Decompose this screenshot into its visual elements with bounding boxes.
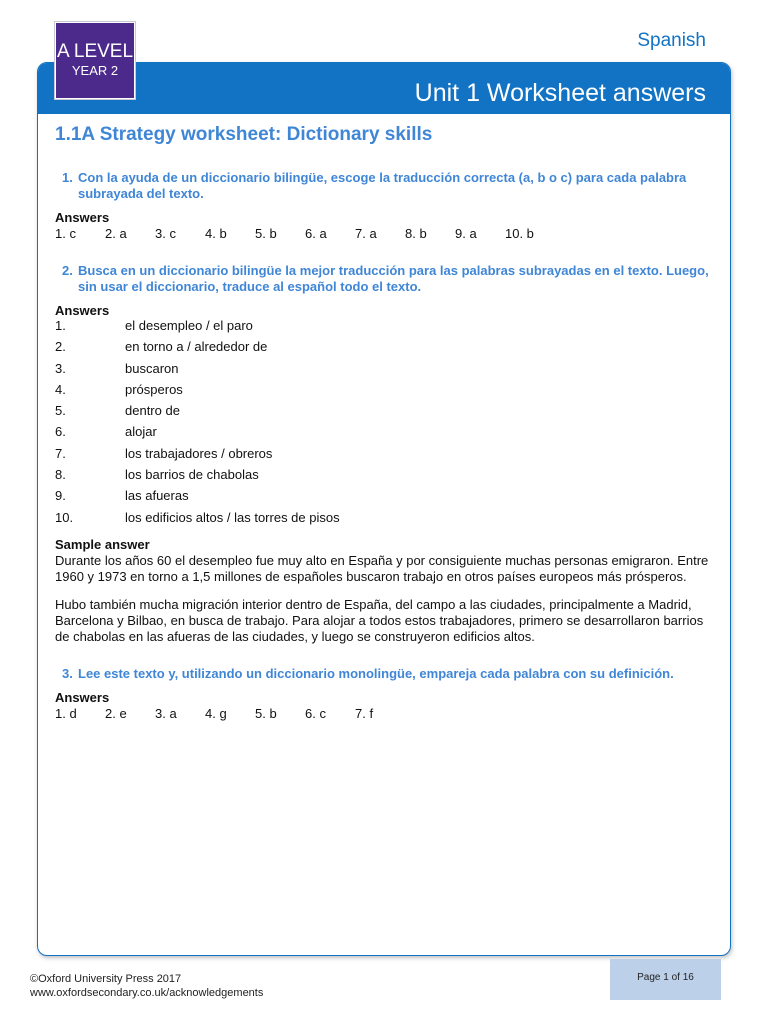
list-item-text: las afueras [125, 488, 189, 504]
q3-answer: 6. c [305, 706, 326, 721]
q1-answer: 5. b [255, 226, 277, 241]
sample-answer-paragraph-1: Durante los años 60 el desempleo fue muy alto en España y por consiguiente muchas personas emigraron. Entre 1960 y 1973 en torno a 1,5 millones de españoles buscaron trabajo en otros países europeos más prósperos. [55, 553, 709, 584]
copyright-text: ©Oxford University Press 2017 [30, 973, 182, 985]
a-level-logo [55, 22, 135, 99]
list-item-text: los barrios de chabolas [125, 467, 259, 483]
list-item-text: alojar [125, 424, 157, 440]
list-item-number: 10. [55, 509, 74, 525]
question-2 [62, 263, 712, 295]
q1-answer: 4. b [205, 226, 227, 241]
logo-line-1: A LEVEL [56, 41, 134, 62]
page-number-box [610, 959, 721, 1000]
title-banner [38, 63, 730, 114]
banner-title: Unit 1 Worksheet answers [414, 79, 706, 107]
q1-answers-label: Answers [55, 210, 110, 225]
list-item-number: 3. [55, 360, 66, 376]
q2-answers-label: Answers [55, 303, 110, 318]
q3-answer: 4. g [205, 706, 227, 721]
q1-answer: 1. c [55, 226, 76, 241]
list-item-number: 4. [55, 381, 66, 397]
list-item-number: 8. [55, 467, 66, 483]
list-item-text: en torno a / alrededor de [125, 339, 268, 355]
question-3-text: Lee este texto y, utilizando un diccionario monolingüe, empareja cada palabra con su definición. [78, 666, 674, 681]
list-item-number: 9. [55, 488, 66, 504]
sample-answer-label: Sample answer [55, 537, 150, 552]
question-3 [62, 666, 712, 682]
list-item-text: prósperos [125, 381, 183, 397]
q1-answers-row [55, 226, 555, 242]
list-item-text: dentro de [125, 403, 180, 419]
question-3-number: 3. [62, 666, 73, 681]
acknowledgements-url: www.oxfordsecondary.co.uk/acknowledgements [30, 987, 264, 999]
list-item-text: buscaron [125, 360, 179, 376]
question-1-text: Con la ayuda de un diccionario bilingüe, escoge la traducción correcta (a, b o c) para cada palabra subrayada del texto. [78, 170, 687, 201]
list-item-number: 7. [55, 445, 66, 461]
q3-answers-label: Answers [55, 690, 110, 705]
sample-answer-paragraph-2: Hubo también mucha migración interior dentro de España, del campo a las ciudades, principalmente a Madrid, Barcelona y Bilbao, en busca de trabajo. Para alojar a todos estos trabajadores, primero se desarrollaron barrios de chabolas en las afueras de las ciudades, y luego se construyeron edificios altos. [55, 597, 704, 644]
question-1-number: 1. [62, 170, 73, 185]
page-number: Page 1 of 16 [637, 972, 694, 983]
question-1 [62, 170, 712, 202]
list-item-number: 2. [55, 339, 66, 355]
q3-answer: 5. b [255, 706, 277, 721]
list-item-number: 1. [55, 318, 66, 333]
q3-answer: 3. a [155, 706, 177, 721]
list-item-number: 6. [55, 424, 66, 440]
q1-answer: 10. b [505, 226, 534, 241]
q1-answer: 7. a [355, 226, 377, 241]
q1-answer: 9. a [455, 226, 477, 241]
q3-answers-row [55, 706, 405, 722]
logo-line-2: YEAR 2 [71, 63, 119, 78]
worksheet-title: 1.1A Strategy worksheet: Dictionary skills [55, 124, 433, 145]
q3-answer: 2. e [105, 706, 127, 721]
list-item-text: los edificios altos / las torres de pisos [125, 509, 340, 525]
list-item-text: los trabajadores / obreros [125, 445, 273, 461]
q1-answer: 6. a [305, 226, 327, 241]
q1-answer: 2. a [105, 226, 127, 241]
question-2-text: Busca en un diccionario bilingüe la mejor traducción para las palabras subrayadas en el texto. Luego, sin usar el diccionario, traduce al español todo el texto. [78, 263, 709, 294]
q3-answer: 7. f [355, 706, 374, 721]
list-item-number: 5. [55, 403, 66, 419]
list-item-text: el desempleo / el paro [125, 318, 253, 333]
footer-credits [30, 972, 263, 1000]
subject-label: Spanish [637, 30, 706, 51]
q3-answer: 1. d [55, 706, 77, 721]
question-2-number: 2. [62, 263, 73, 278]
q1-answer: 8. b [405, 226, 427, 241]
q1-answer: 3. c [155, 226, 176, 241]
